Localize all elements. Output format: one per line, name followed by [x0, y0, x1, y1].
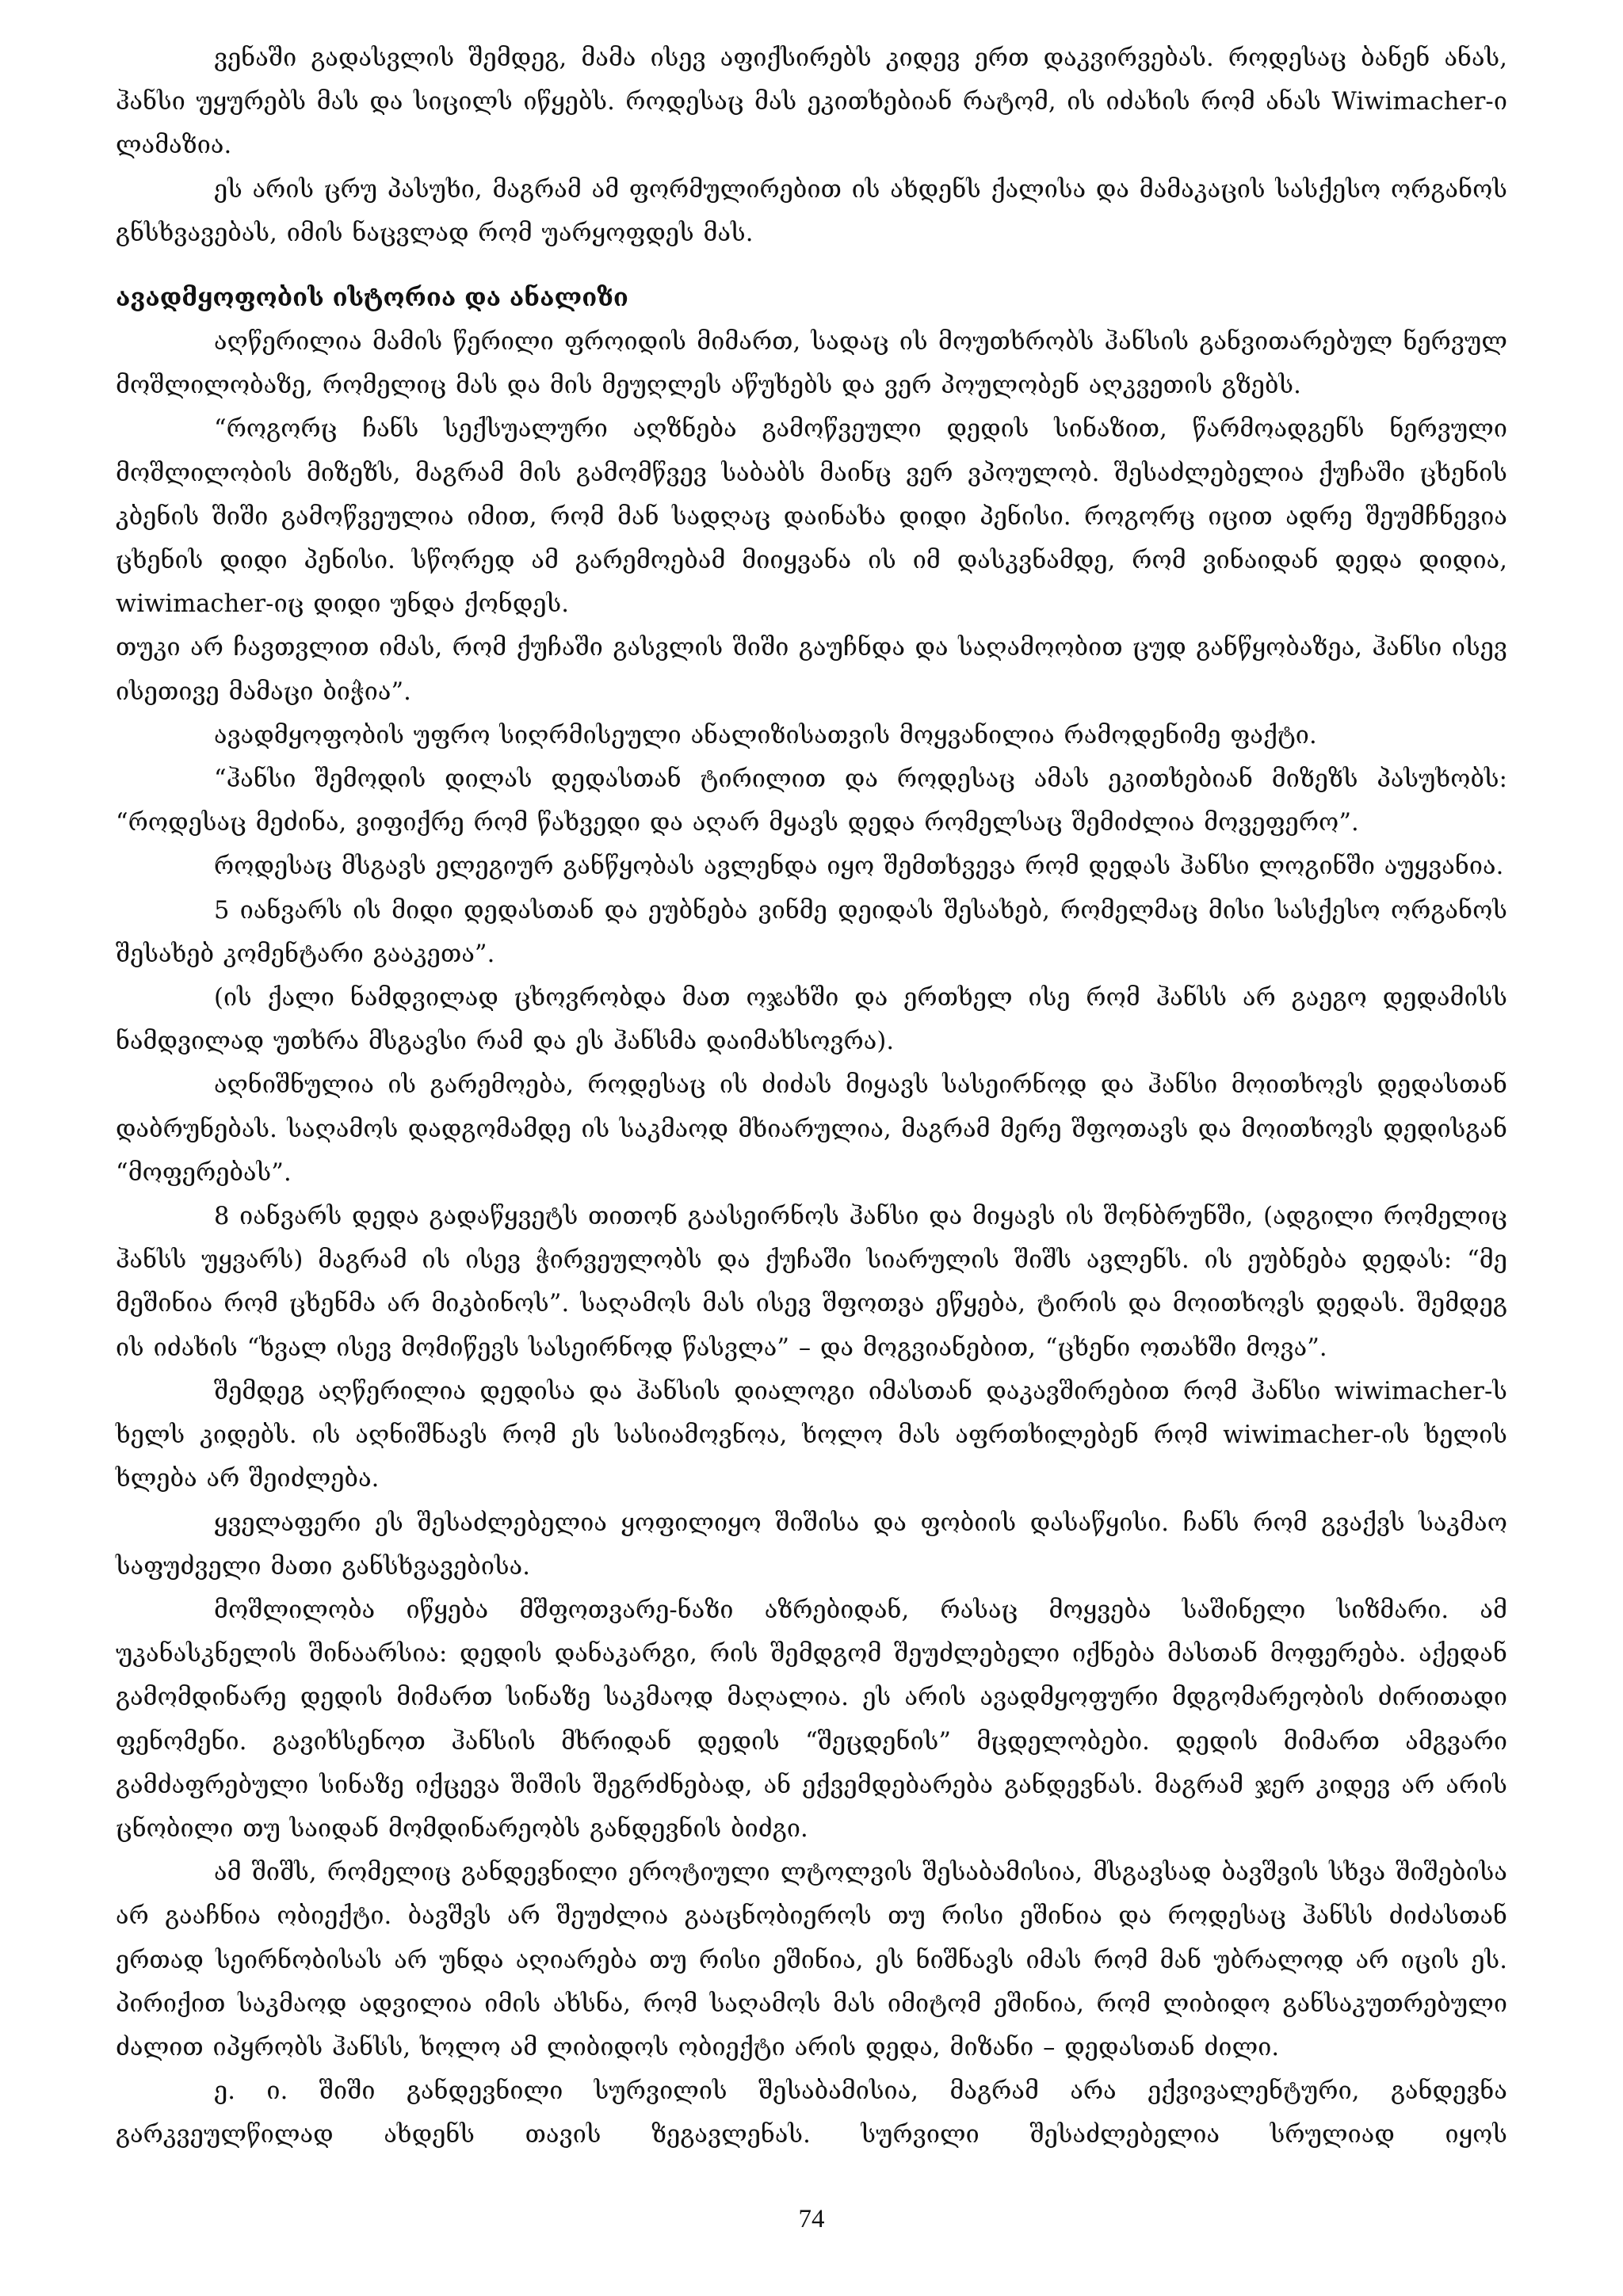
section-body	[116, 320, 1507, 2157]
paragraph: შემდეგ აღწერილია დედისა და ჰანსის დიალოგი იმასთან დაკავშირებით რომ ჰანსი wiwimacher-ს ხელს კიდებს. ის აღნიშნავს რომ ეს სასიამოვნოა, ხოლო მას აფრთხილებენ რომ wiwimacher-ის ხელის ხლება არ შეიძლება.	[116, 1377, 1507, 1493]
paragraph: ავადმყოფობის უფრო სიღრმისეული ანალიზისათვის მოყვანილია რამოდენიმე ფაქტი.	[214, 721, 1317, 749]
paragraph: 5 იანვარს ის მიდი დედასთან და ეუბნება ვინმე დეიდას შესახებ, რომელმაც მისი სასქესო ორგანოს შესახებ კომენტარი გააკეთა”.	[116, 896, 1507, 968]
page-number: 74	[798, 2205, 825, 2233]
paragraph: ყველაფერი ეს შესაძლებელია ყოფილიყო შიშისა და ფობიის დასაწყისი. ჩანს რომ გვაქვს საკმაო საფუძველი მათი განსხვავებისა.	[116, 1508, 1507, 1581]
paragraph: (ის ქალი ნამდვილად ცხოვრობდა მათ ოჯახში და ერთხელ ისე რომ ჰანსს არ გაეგო დედამისს ნამდვილად უთხრა მსგავსი რამ და ეს ჰანსმა დაიმახსოვრა).	[116, 984, 1507, 1056]
paragraph: მოშლილობა იწყება მშფოთვარე-ნაზი აზრებიდან, რასაც მოყვება საშინელი სიზმარი. ამ უკანასკნელის შინაარსია: დედის დანაკარგი, რის შემდგომ შეუძლებელი იქნება მასთან მოფერება. აქედან გამომდინარე დედის მიმართ სინაზე საკმაოდ მაღალია. ეს არის ავადმყოფური მდგომარეობის ძირითადი ფენომენი. გავიხსენოთ ჰანსის მხრიდან დედის “შეცდენის” მცდელობები. დედის მიმართ ამგვარი გამძაფრებული სინაზე იქცევა შიშის შეგრძნებად, ან ექვემდებარება განდევნას. მაგრამ ჯერ კიდევ არ არის ცნობილი თუ საიდან მომდინარეობს განდევნის ბიძგი.	[116, 1596, 1507, 1843]
paragraph: აღნიშნულია ის გარემოება, როდესაც ის ძიძას მიყავს სასეირნოდ და ჰანსი მოითხოვს დედასთან დაბრუნებას. საღამოს დადგომამდე ის საკმაოდ მხიარულია, მაგრამ მერე შფოთავს და მოითხოვს დედისგან “მოფერებას”.	[116, 1071, 1507, 1187]
paragraph: თუკი არ ჩავთვლით იმას, რომ ქუჩაში გასვლის შიში გაუჩნდა და საღამოობით ცუდ განწყობაზეა, ჰანსი ისევ ისეთივე მამაცი ბიჭია”.	[116, 634, 1507, 706]
paragraph: 8 იანვარს დედა გადაწყვეტს თითონ გაასეირნოს ჰანსი და მიყავს ის შონბრუნში, (ადგილი რომელიც ჰანსს უყვარს) მაგრამ ის ისევ ჭირვეულობს და ქუჩაში სიარულის შიშს ავლენს. ის ეუბნება დედას: “მე მეშინია რომ ცხენმა არ მიკბინოს”. საღამოს მას ისევ შფოთვა ეწყება, ტირის და მოითხოვს დედას. შემდეგ ის იძახის “ხვალ ისევ მომიწევს სასეირნოდ წასვლა” – და მოგვიანებით, “ცხენი ოთახში მოვა”.	[116, 1203, 1507, 1362]
paragraph: ვენაში გადასვლის შემდეგ, მამა ისევ აფიქსირებს კიდევ ერთ დაკვირვებას. როდესაც ბანენ ანას, ჰანსი უყურებს მას და სიცილს იწყებს. როდესაც მას ეკითხებიან რატომ, ის იძახის რომ ანას Wiwimacher-ი ლამაზია.	[116, 44, 1507, 160]
paragraph: აღწერილია მამის წერილი ფროიდის მიმართ, სადაც ის მოუთხრობს ჰანსის განვითარებულ ნერვულ მოშლილობაზე, რომელიც მას და მის მეუღლეს აწუხებს და ვერ პოულობენ აღკვეთის გზებს.	[116, 328, 1507, 400]
paragraph: ე. ი. შიში განდევნილი სურვილის შესაბამისია, მაგრამ არა ექვივალენტური, განდევნა გარკვეულწილად ახდენს თავის ზეგავლენას. სურვილი შესაძლებელია სრულიად იყოს	[116, 2077, 1507, 2149]
paragraph: ეს არის ცრუ პასუხი, მაგრამ ამ ფორმულირებით ის ახდენს ქალისა და მამაკაცის სასქესო ორგანოს გნსხვავებას, იმის ნაცვლად რომ უარყოფდეს მას.	[116, 175, 1507, 247]
document-page	[116, 36, 1507, 2157]
paragraph: როდესაც მსგავს ელეგიურ განწყობას ავლენდა იყო შემთხვევა რომ დედას ჰანსი ლოგინში აუყვანია.	[214, 852, 1504, 881]
paragraph: ამ შიშს, რომელიც განდევნილი ეროტიული ლტოლვის შესაბამისია, მსგავსად ბავშვის სხვა შიშებისა არ გააჩნია ობიექტი. ბავშვს არ შეუძლია გააცნობიეროს თუ რისი ეშინია და როდესაც ჰანსს ძიძასთან ერთად სეირნობისას არ უნდა აღიარება თუ რისი ეშინია, ეს ნიშნავს იმას რომ მან უბრალოდ არ იცის ეს. პირიქით საკმაოდ ადვილია იმის ახსნა, რომ საღამოს მას იმიტომ ეშინია, რომ ლიბიდო განსაკუთრებული ძალით იპყრობს ჰანსს, ხოლო ამ ლიბიდოს ობიექტი არის დედა, მიზანი – დედასთან ძილი.	[116, 1859, 1507, 2061]
section-heading: ავადმყოფობის ისტორია და ანალიზი	[116, 284, 628, 313]
paragraph: “ჰანსი შემოდის დილას დედასთან ტირილით და როდესაც ამას ეკითხებიან მიზეზს პასუხობს: “როდესაც მეძინა, ვიფიქრე რომ წახვედი და აღარ მყავს დედა რომელსაც შემიძლია მოვეფერო”.	[116, 765, 1507, 837]
paragraph: “როგორც ჩანს სექსუალური აღზნება გამოწვეული დედის სინაზით, წარმოადგენს ნერვული მოშლილობის მიზეზს, მაგრამ მის გამომწვევ საბაბს მაინც ვერ ვპოულობ. შესაძლებელია ქუჩაში ცხენის კბენის შიში გამოწვეულია იმით, რომ მან სადღაც დაინახა დიდი პენისი. როგორც იცით ადრე შეუმჩნევია ცხენის დიდი პენისი. სწორედ ამ გარემოებამ მიიყვანა ის იმ დასკვნამდე, რომ ვინაიდან დედა დიდია, wiwimacher-იც დიდი უნდა ქონდეს.	[116, 415, 1507, 619]
